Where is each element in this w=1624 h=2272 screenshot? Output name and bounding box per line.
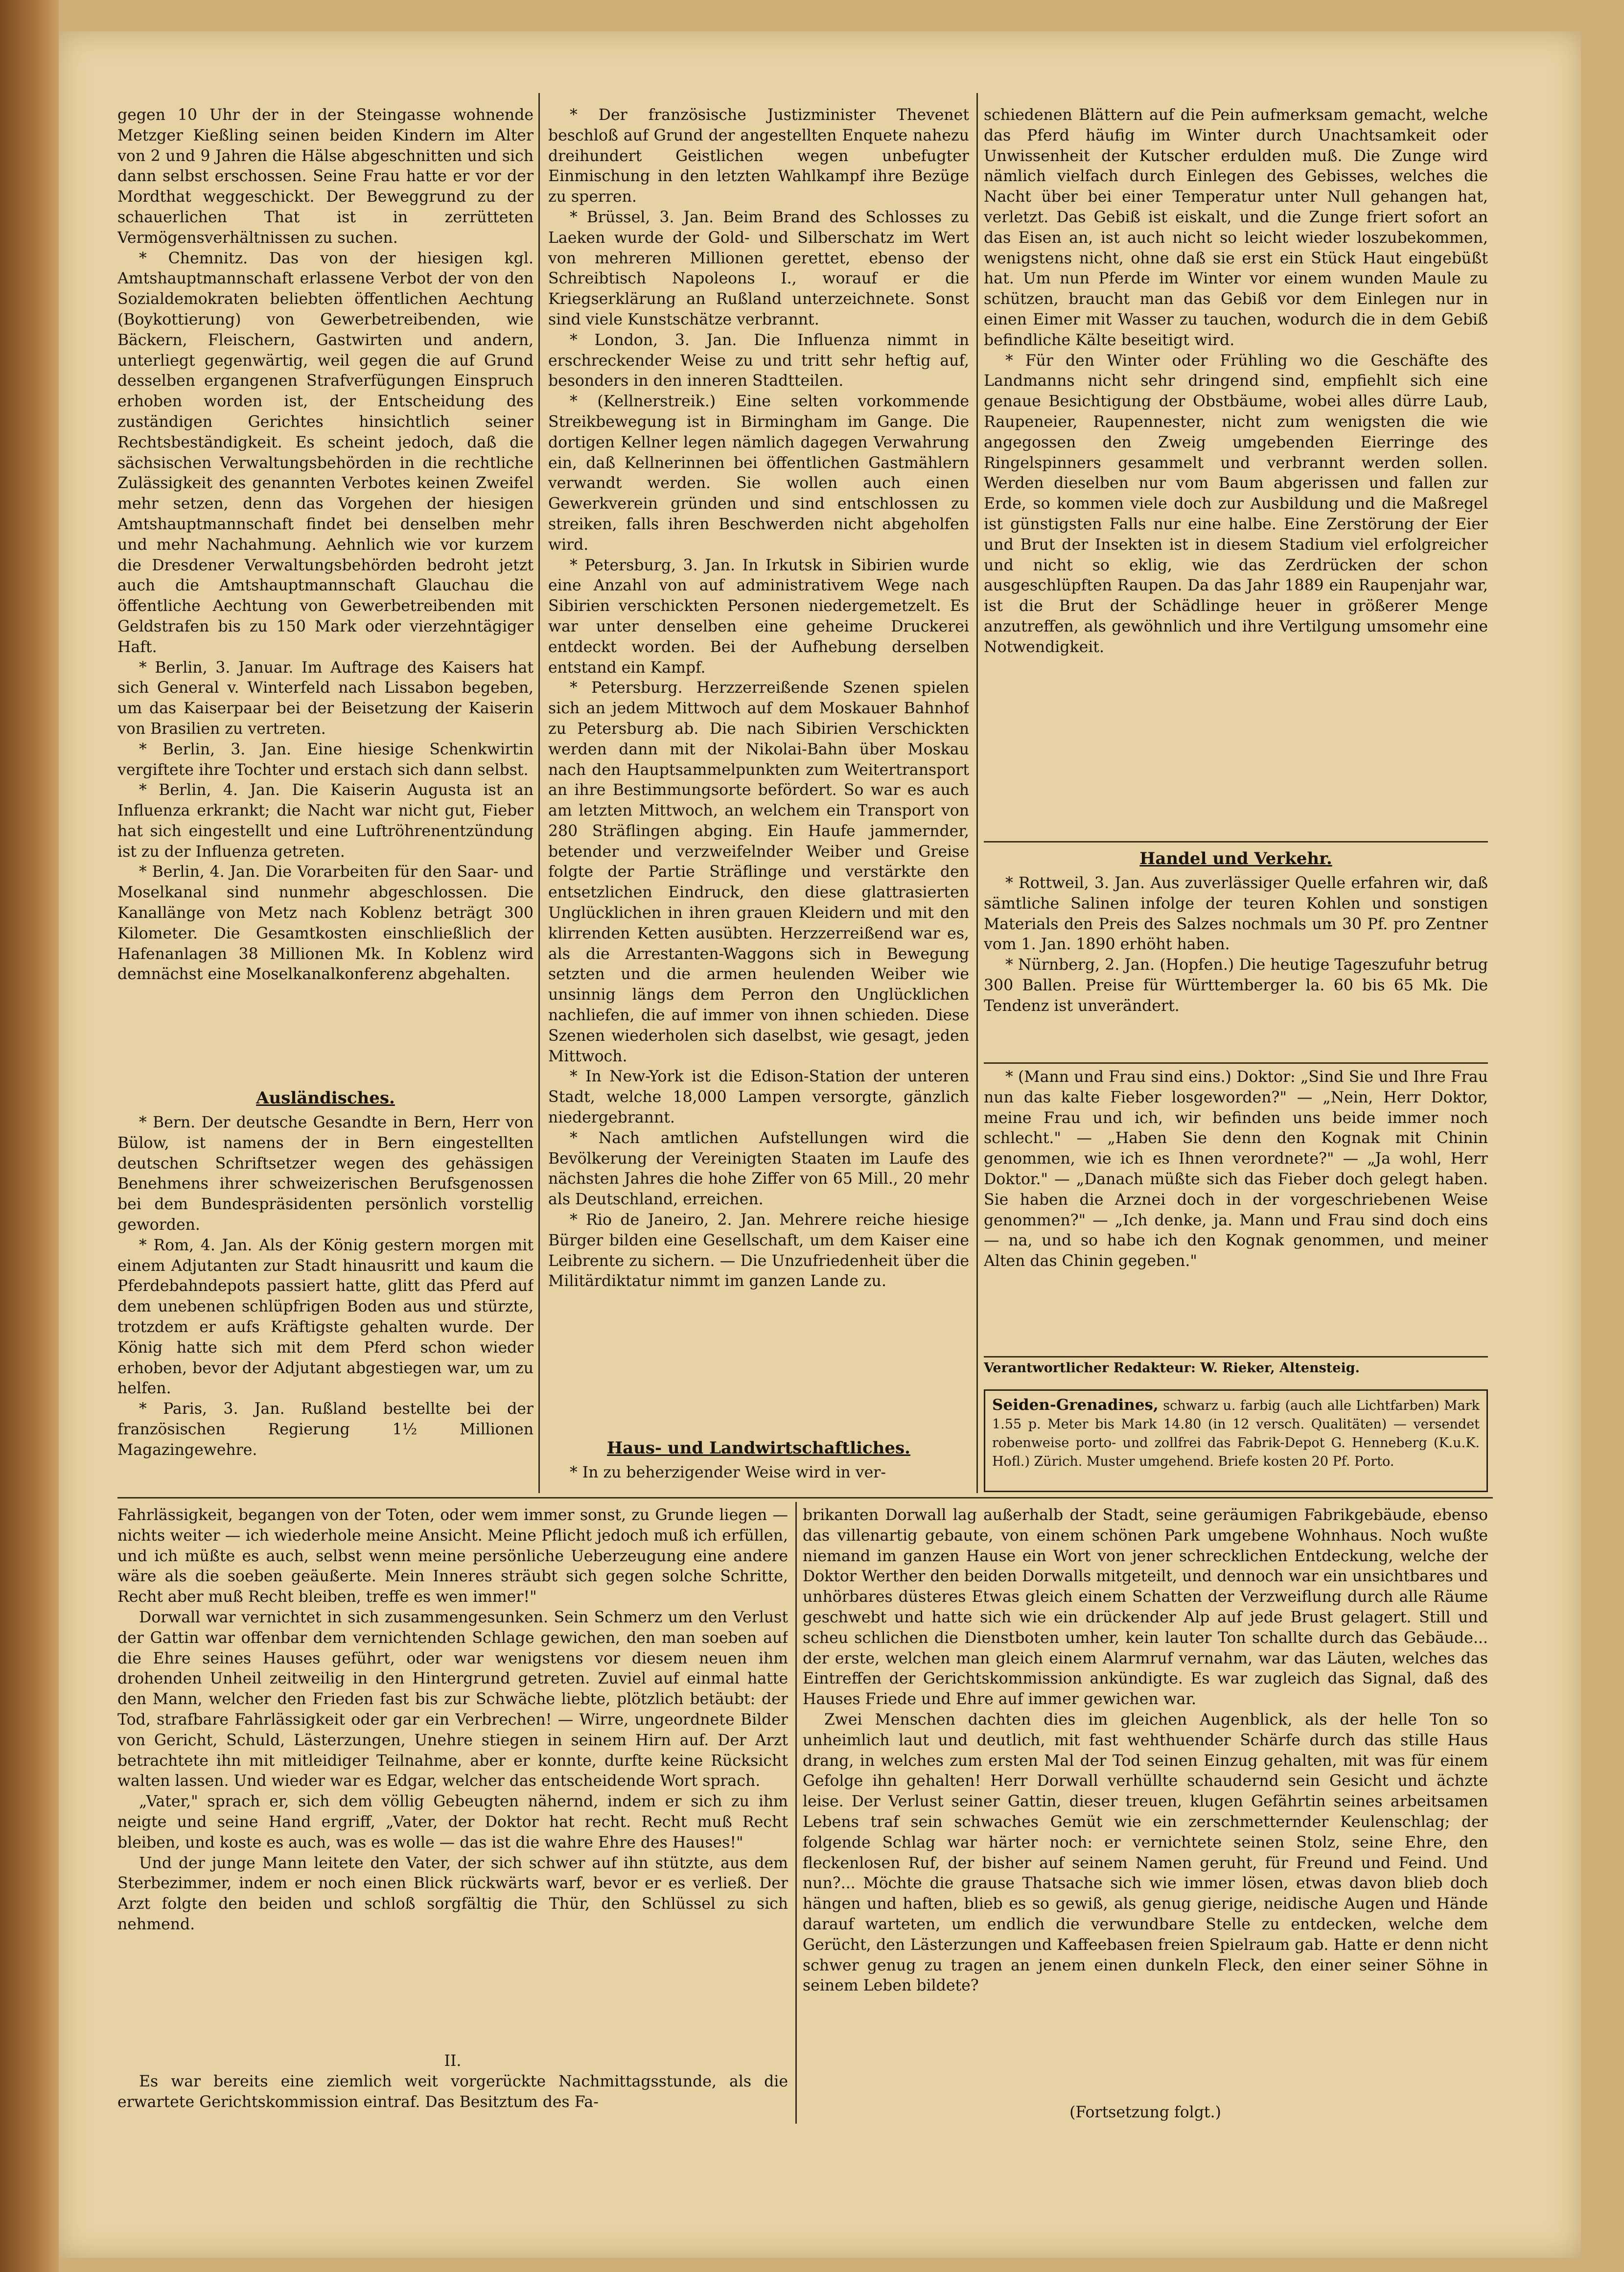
article: gegen 10 Uhr der in der Steingasse wohnende Metzger Kießling seinen beiden Kindern im Alter von 2 und 9 Jahren die Hälse abgeschnitten und sich dann selbst erschossen. Seine Frau hatte er vor der Mordthat weggeschickt. Der Beweggrund zu der schauerlichen That ist in zerrütteten Vermögensverhältnissen zu suchen. [117, 106, 534, 247]
ad-title: Seiden-Grenadines, [992, 1396, 1159, 1414]
paragraph: Es war bereits eine ziemlich weit vorgerückte Nachmittagsstunde, als die erwartete Gerichtskommission eintraf. Das Besitztum des Fa- [117, 2072, 788, 2111]
column-rule-1 [538, 93, 540, 1493]
column-2-household [548, 1434, 969, 1494]
feuilleton-continued [803, 2103, 1488, 2125]
article: * Rottweil, 3. Jan. Aus zuverlässiger Quelle erfahren wir, daß sämtliche Salinen infolge der teuren Kohlen und sonstigen Materials den Preis des Salzes nochmals um 30 Pf. pro Zentner vom 1. Jan. 1890 erhöht haben. [984, 874, 1488, 954]
section-heading: Haus- und Landwirtschaftliches. [606, 1438, 911, 1458]
article: * Für den Winter oder Frühling wo die Geschäfte des Landmanns nicht sehr dringend sind, empfiehlt sich eine genaue Besichtigung der Obstbäume, wobei alles dürre Laub, Raupeneier, Raupennester, nicht zum wenigsten die wie angegossen den Zweig umgebenden Eierringe des Ringelspinners gesammelt und verbrannt werden sollen. Werden dieselben nur vom Baum abgerissen und fallen zur Erde, so kommen viele doch zur Ausbildung und die Maßregel ist günstigsten Falls nur eine halbe. Eine Zerstörung der Eier und Brut der Insekten ist in diesem Stadium viel erfolgreicher und nicht so eklig, wie das Zerdrücken der schon ausgeschlüpften Raupen. Da das Jahr 1889 ein Raupenjahr war, ist die Brut der Schädlinge heuer in größerer Menge anzutreffen, als gewöhnlich und ihre Vertilgung umsomehr eine Notwendigkeit. [984, 351, 1488, 656]
chapter-number: II. [444, 2052, 462, 2070]
article: * Berlin, 4. Jan. Die Kaiserin Augusta ist an Influenza erkrankt; die Nacht war nicht gut, Fieber hat sich eingestellt und eine Luftröhrenentzündung ist zu der Influenza getreten. [117, 781, 534, 861]
column-1-foreign [117, 1084, 534, 1493]
page-binding-edge [0, 0, 59, 2272]
article: * Nach amtlichen Aufstellungen wird die Bevölkerung der Vereinigten Staaten im Laufe des nächsten Jahres die hohe Ziffer von 65 Mill., 20 mehr als Deutschland, erreichen. [548, 1129, 969, 1209]
column-3-joke [984, 1067, 1488, 1356]
feuilleton-left-2 [117, 2051, 788, 2125]
article: schiedenen Blättern auf die Pein aufmerksam gemacht, welche das Pferd häufig im Winter durch Unachtsamkeit oder Unwissenheit der Kutscher erdulden muß. Die Zunge wird nämlich vielfach durch Einlegen des Gebisses, welches die Nacht über bei einer Temperatur unter Null gehangen hat, verletzt. Das Gebiß ist eiskalt, und die Zunge friert sofort an das Eisen an, ist auch nicht so leicht wieder loszubekommen, wenigstens nicht, ohne daß sie erst ein Stück Haut eingebüßt hat. Um nun Pferde im Winter vor einem wunden Maule zu schützen, braucht man das Gebiß vor dem Einlegen nur in einen Eimer mit Wasser zu tauchen, wodurch die in dem Gebiß befindliche Kälte beseitigt wird. [984, 106, 1488, 349]
article: * London, 3. Jan. Die Influenza nimmt in erschreckender Weise zu und tritt sehr heftig auf, besonders in den inneren Stadtteilen. [548, 331, 969, 390]
feuilleton-rule [117, 1497, 1493, 1499]
article: * In zu beherzigender Weise wird in ver- [570, 1464, 886, 1481]
column-rule-2 [976, 93, 978, 1493]
feuilleton-center-rule [795, 1502, 797, 2124]
article: * Brüssel, 3. Jan. Beim Brand des Schlosses zu Laeken wurde der Gold- und Silberschatz im Wert von mehreren Millionen gerettet, ebenso der Schreibtisch Napoleons I., worauf er die Kriegserklärung an Rußland unterzeichnete. Sonst sind viele Kunstschätze verbrannt. [548, 208, 969, 328]
article: * Berlin, 4. Jan. Die Vorarbeiten für den Saar- und Moselkanal sind nunmehr abgeschlossen. Die Kanallänge von Metz nach Koblenz beträgt 300 Kilometer. Die Gesamtkosten einschließlich der Hafenanlagen 38 Millionen Mk. In Koblenz wird demnächst eine Moselkanalkonferenz abgehalten. [117, 863, 534, 984]
article: * Bern. Der deutsche Gesandte in Bern, Herr von Bülow, ist namens der in Bern eingestellten deutschen Schriftsetzer wegen des gehässigen Benehmens ihrer schweizerischen Berufsgenossen bei dem Bundespräsidenten persönlich vorstellig geworden. [117, 1114, 534, 1234]
article: * (Mann und Frau sind eins.) Doktor: „Sind Sie und Ihre Frau nun das kalte Fieber losgeworden?" — „Nein, Herr Doktor, meine Frau und ich, wir befinden uns beide immer noch schlecht." — „Haben Sie denn den Kognak mit Chinin genommen, wie ich es Ihnen verordnete?" — „Ja wohl, Herr Doktor." — „Danach müßte sich das Fieber doch gelegt haben. Sie haben die Arznei doch in der vorgeschriebenen Weise genommen?" — „Ich denke, ja. Mann und Frau sind doch eins — na, und so habe ich den Kognak genommen, und meiner Alten das Chinin gegeben." [984, 1068, 1488, 1270]
rule-credit [984, 1356, 1488, 1358]
ad-text: schwarz u. farbig (auch alle Lichtfarben) Mark 1.55 p. Meter bis Mark 14.80 (in 12 versch. Qualitäten) — versendet robenweise porto- und zollfrei das Fabrik-Depot G. Henneberg (K.u.K. Hofl.) Zürich. Muster umgehend. Briefe kosten 20 Pf. Porto. [992, 1398, 1480, 1469]
continuation-note: (Fortsetzung folgt.) [1069, 2104, 1221, 2121]
article: * In New-York ist die Edison-Station der unteren Stadt, welche 18,000 Lampen versorgte, gänzlich niedergebrannt. [548, 1068, 969, 1127]
section-heading: Handel und Verkehr. [1139, 849, 1332, 868]
editor-credit: Verantwortlicher Redakteur: W. Rieker, Altensteig. [984, 1360, 1360, 1376]
paragraph: Fahrlässigkeit, begangen von der Toten, oder wem immer sonst, zu Grunde liegen — nichts weiter — ich wiederhole meine Ansicht. Meine Pflicht jedoch muß ich erfüllen, und ich müßte es auch, selbst wenn meine persönliche Ueberzeugung eine andere wäre als die soeben geäußerte. Mein Inneres sträubt sich gegen solche Schritte, Recht aber muß Recht bleiben, treffe es wen immer!" [117, 1506, 788, 1606]
paragraph: brikanten Dorwall lag außerhalb der Stadt, seine geräumigen Fabrikgebäude, ebenso das villenartig gebaute, von einem schönen Park umgebene Wohnhaus. Noch wußte niemand im ganzen Hause ein Wort von jener schrecklichen Entdeckung, welche der Doktor Werther den beiden Dorwalls mitgeteilt, und dennoch war ein unsichtbares und unhörbares düsteres Etwas gleich einem Schatten der Verzweiflung durch alle Räume geschwebt und hatte sich wie ein drückender Alp auf jede Brust gelagert. Still und scheu schlichen die Dienstboten umher, kein lauter Ton schallte durch das Gebäude... der erste, welchen man gleich einem Alarmruf vernahm, war das Läuten, welches das Eintreffen der Gerichtskommission ankündigte. Es war zugleich das Signal, daß des Hauses Friede und Ehre auf immer gewichen war. [803, 1506, 1488, 1709]
paragraph: Dorwall war vernichtet in sich zusammengesunken. Sein Schmerz um den Verlust der Gattin war offenbar dem vernichtenden Schlage gewichen, den man soeben auf die Ehre seines Hauses geführt, oder war wenigstens vor diesem neuen ihm drohenden Unheil zeitweilig in den Hintergrund getreten. Zuviel auf einmal hatte den Mann, welcher den Frieden fast bis zur Schwäche liebte, plötzlich betäubt: der Tod, strafbare Fahrlässigkeit oder gar ein Verbrechen! — Wirre, ungeordnete Bilder von Gericht, Schuld, Lästerzungen, Unehre stiegen in seinem Hirn auf. Der Arzt betrachtete ihn mit mitleidiger Teilnahme, aber er konnte, durfte keine Rücksicht walten lassen. Und wieder war es Edgar, welcher das entscheidende Wort sprach. [117, 1608, 788, 1790]
article: * Chemnitz. Das von der hiesigen kgl. Amtshauptmannschaft erlassene Verbot der von den Sozialdemokraten beliebten öffentlichen Aechtung (Boykottierung) von Gewerbetreibenden, wie Bäckern, Fleischern, Gastwirten und andern, unterliegt gegenwärtig, weil gegen die auf Grund desselben ergangenen Strafverfügungen Einspruch erhoben worden ist, der Entscheidung des zuständigen Gerichtes hinsichtlich seiner Rechtsbeständigkeit. Es scheint jedoch, daß die sächsischen Verwaltungsbehörden in die rechtliche Zulässigkeit des genannten Verbotes keinen Zweifel mehr setzen, denn das Vorgehen der hiesigen Amtshauptmannschaft findet bei denselben mehr und mehr Nachahmung. Aehnlich wie vor kurzem die Dresdener Verwaltungsbehörden bedroht jetzt auch die Amtshauptmannschaft Glauchau die öffentliche Aechtung von Gewerbetreibenden mit Geldstrafen bis zu 150 Mark oder vierzehntägiger Haft. [117, 249, 534, 656]
article: * Petersburg, 3. Jan. In Irkutsk in Sibirien wurde eine Anzahl von auf administrativem Wege nach Sibirien verschickten Personen niedergemetzelt. Es war unter denselben eine geheime Druckerei entdeckt worden. Bei der Aufhebung derselben entstand ein Kampf. [548, 556, 969, 677]
article: * Paris, 3. Jan. Rußland bestellte bei der französischen Regierung 1½ Millionen Magazingewehre. [117, 1400, 534, 1459]
article: * Rio de Janeiro, 2. Jan. Mehrere reiche hiesige Bürger bilden eine Gesellschaft, um dem Kaiser eine Leibrente zu sichern. — Die Unzufriedenheit über die Militärdiktatur nimmt im ganzen Lande zu. [548, 1211, 969, 1290]
feuilleton-left [117, 1505, 788, 2049]
rule-handel [984, 841, 1488, 843]
feuilleton-right [803, 1505, 1488, 2100]
article: * Nürnberg, 2. Jan. (Hopfen.) Die heutige Tageszufuhr betrug 300 Ballen. Preise für Württemberger la. 60 bis 65 Mk. Die Tendenz ist unverändert. [984, 956, 1488, 1015]
paragraph: „Vater," sprach er, sich dem völlig Gebeugten nähernd, indem er sich zu ihm neigte und seine Hand ergriff, „Vater, der Doktor hat recht. Recht muß Recht bleiben, und koste es auch, was es wolle — das ist die wahre Ehre des Hauses!" [117, 1793, 788, 1851]
paragraph: Zwei Menschen dachten dies im gleichen Augenblick, als der helle Ton so unheimlich laut und deutlich, mit fast wehthuender Schärfe durch das stille Haus drang, in welches zum ersten Mal der Tod seinen Einzug gehalten, mit was für einem Gefolge ihn gehalten! Herr Dorwall verhüllte schaudernd sein Gesicht und ächzte leise. Der Verlust seiner Gattin, dieser treuen, klugen Gefährtin seines arbeitsamen Lebens traf sein schwaches Gemüt wie ein zerschmetternder Keulenschlag; der folgende Schlag war härter noch: er vernichtete seinen Stolz, seine Ehre, den fleckenlosen Ruf, der bisher auf seinem Namen geruht, für Freund und Feind. Und nun?... Möchte die grause Thatsache sich wie immer lösen, etwas davon blieb doch hängen und haften, blieb es so gewiß, als genug gierige, neidische Augen und Hände darauf warteten, um endlich die verwundbare Stelle zu entdecken, welche dem Gerücht, den Lästerzungen und Kaffeebasen freien Spielraum gab. Hatte er denn nicht schwer genug zu tragen an jenem einen dunkeln Fleck, den einer seiner Söhne in seinem Leben bildete? [803, 1710, 1488, 1995]
section-heading: Ausländisches. [256, 1088, 395, 1108]
advertisement [984, 1389, 1488, 1492]
article: * Rom, 4. Jan. Als der König gestern morgen mit einem Adjutanten zur Stadt hinausritt und kaum die Pferdebahndepots passiert hatte, glitt das Pferd auf dem unebenen schlüpfrigen Boden aus und stürzte, trotzdem er aufs Kräftigste gehalten wurde. Der König hatte sich mit dem Pferd schon wieder erhoben, bevor der Adjutant abgestiegen war, um zu helfen. [117, 1236, 534, 1398]
column-2 [548, 105, 969, 1434]
article: * Der französische Justizminister Thevenet beschloß auf Grund der angestellten Enquete nahezu dreihundert Geistlichen wegen unbefugter Einmischung in den letzten Wahlkampf ihre Bezüge zu sperren. [548, 106, 969, 206]
column-3 [984, 105, 1488, 840]
article: * (Kellnerstreik.) Eine selten vorkommende Streikbewegung ist in Birmingham im Gange. Die dortigen Kellner legen nämlich dagegen Verwahrung ein, daß Kellnerinnen bei öffentlichen Gastmählern verwandt werden. Sie wollen auch einen Gewerkverein gründen und sind entschlossen zu streiken, falls ihren Beschwerden nicht abgeholfen wird. [548, 393, 969, 554]
paragraph: Und der junge Mann leitete den Vater, der sich schwer auf ihn stützte, aus dem Sterbezimmer, indem er noch einen Blick rückwärts warf, bevor er es verließ. Der Arzt folgte den beiden und schloß sorgfältig die Thür, den Schlüssel zu sich nehmend. [117, 1854, 788, 1933]
column-3-trade [984, 845, 1488, 1060]
article: * Berlin, 3. Januar. Im Auftrage des Kaisers hat sich General v. Winterfeld nach Lissabon begeben, um das Kaiserpaar bei der Beisetzung der Kaiserin von Brasilien zu vertreten. [117, 658, 534, 738]
article: * Berlin, 3. Jan. Eine hiesige Schenkwirtin vergiftete ihre Tochter und erstach sich dann selbst. [117, 740, 534, 779]
rule-joke [984, 1062, 1488, 1064]
column-1 [117, 105, 534, 1180]
article: * Petersburg. Herzzerreißende Szenen spielen sich an jedem Mittwoch auf dem Moskauer Bahnhof zu Petersburg ab. Die nach Sibirien Verschickten werden dann mit der Nikolai-Bahn über Moskau nach den Hauptsammelpunkten zum Weitertransport an ihre Bestimmungsorte befördert. So war es auch am letzten Mittwoch, an welchem ein Transport von 280 Sträflingen abging. Ein Haufe jammernder, betender und verzweifelnder Weiber und Greise folgte der Partie Sträflinge und verstärkte den entsetzlichen Eindruck, den diese glattrasierten Unglücklichen in ihren grauen Kleidern und mit den klirrenden Ketten ausübten. Herzzerreißend war es, als die Arrestanten-Waggons sich in Bewegung setzten und die armen heulenden Weiber wie unsinnig längs dem Perron den Unglücklichen nachliefen, die auf immer von ihnen schieden. Diese Szenen wiederholen sich daselbst, wie gesagt, jeden Mittwoch. [548, 679, 969, 1065]
